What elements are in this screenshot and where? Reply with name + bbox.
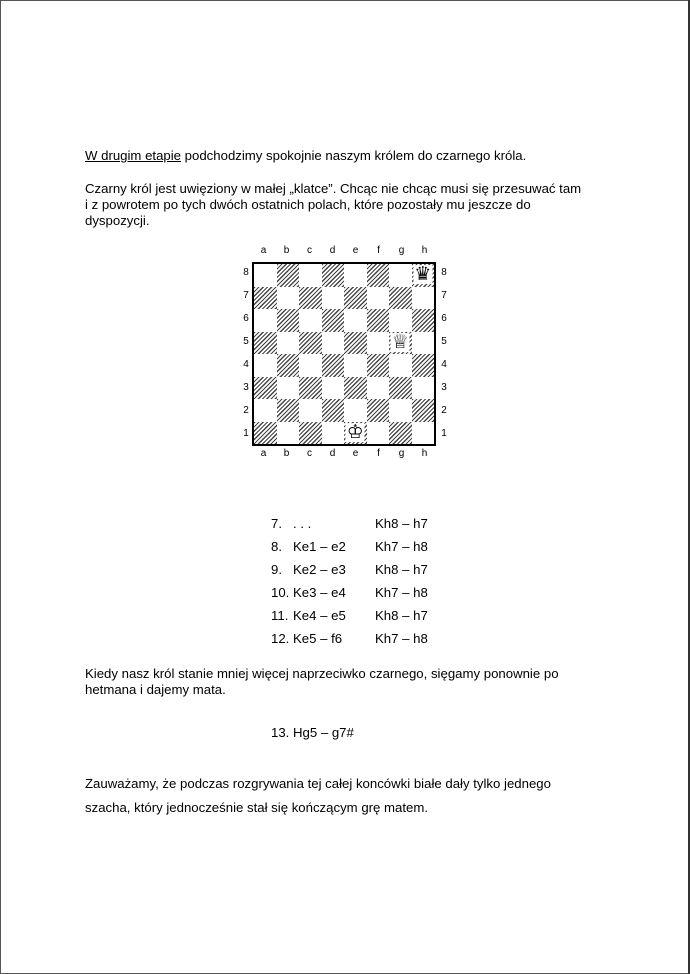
board-square-b7 bbox=[277, 287, 300, 310]
board-square-c5 bbox=[299, 332, 322, 355]
file-label-bottom: c bbox=[307, 448, 312, 459]
board-square-h3 bbox=[412, 377, 435, 400]
paragraph-conclusion bbox=[85, 772, 615, 820]
board-square-b6 bbox=[277, 309, 300, 332]
board-square-c2 bbox=[299, 399, 322, 422]
board-square-e4 bbox=[344, 354, 367, 377]
board-square-c6 bbox=[299, 309, 322, 332]
rank-label-left: 3 bbox=[243, 382, 249, 393]
file-label-top: f bbox=[377, 245, 380, 256]
file-label-top: h bbox=[421, 245, 428, 256]
black-move: Kh8 – h7 bbox=[375, 562, 428, 577]
board-square-h1 bbox=[412, 422, 435, 445]
board-square-b1 bbox=[277, 422, 300, 445]
board-square-a5 bbox=[254, 332, 277, 355]
board-square-d6 bbox=[322, 309, 345, 332]
board-square-d2 bbox=[322, 399, 345, 422]
white-queen-icon: ♕ bbox=[391, 330, 409, 353]
board-square-d3 bbox=[322, 377, 345, 400]
board-square-d1 bbox=[322, 422, 345, 445]
paragraph-mate-approach bbox=[85, 666, 615, 698]
paragraph-line: Zauważamy, że podczas rozgrywania tej całej koncówki białe dały tylko jednego bbox=[85, 776, 551, 791]
white-move: Ke5 – f6 bbox=[293, 631, 343, 646]
black-move: Kh7 – h8 bbox=[375, 631, 428, 646]
white-move: Ke3 – e4 bbox=[293, 585, 346, 600]
paragraph-line: hetmana i dajemy mata. bbox=[85, 682, 226, 697]
file-label-bottom: e bbox=[352, 448, 359, 459]
rank-label-left: 6 bbox=[243, 313, 249, 324]
paragraph-line: Kiedy nasz król stanie mniej więcej naprzeciwko czarnego, sięgamy ponownie po bbox=[85, 666, 559, 681]
board-square-c8 bbox=[299, 264, 322, 287]
rank-label-right: 6 bbox=[441, 313, 447, 324]
board-square-e6 bbox=[344, 309, 367, 332]
board-square-f2 bbox=[367, 399, 390, 422]
paragraph-line: i z powrotem po tych dwóch ostatnich polach, które pozostały mu jeszcze do bbox=[85, 197, 531, 212]
file-label-top: b bbox=[283, 245, 290, 256]
board-square-d5 bbox=[322, 332, 345, 355]
rank-label-right: 2 bbox=[441, 405, 447, 416]
file-label-bottom: b bbox=[283, 448, 290, 459]
rank-label-right: 4 bbox=[441, 359, 447, 370]
board-square-f3 bbox=[367, 377, 390, 400]
paragraph-text: podchodzimy spokojnie naszym królem do czarnego króla. bbox=[181, 148, 527, 163]
move-number: 9. bbox=[271, 562, 282, 577]
board-square-h7 bbox=[412, 287, 435, 310]
file-label-top: c bbox=[307, 245, 312, 256]
board-square-g5 bbox=[389, 332, 412, 355]
board-square-f4 bbox=[367, 354, 390, 377]
board-square-h6 bbox=[412, 309, 435, 332]
paragraph-line: Czarny król jest uwięziony w małej „klatce”. Chcąc nie chcąc musi się przesuwać tam bbox=[85, 181, 582, 196]
board-square-f1 bbox=[367, 422, 390, 445]
board-square-a4 bbox=[254, 354, 277, 377]
board-square-g1 bbox=[389, 422, 412, 445]
board-square-f5 bbox=[367, 332, 390, 355]
board-square-h5 bbox=[412, 332, 435, 355]
board-square-f7 bbox=[367, 287, 390, 310]
board-square-b2 bbox=[277, 399, 300, 422]
paragraph-line: dyspozycji. bbox=[85, 213, 150, 228]
paragraph-cage bbox=[85, 181, 615, 229]
file-label-bottom: d bbox=[329, 448, 336, 459]
board-square-g8 bbox=[389, 264, 412, 287]
board-square-e5 bbox=[344, 332, 367, 355]
board-square-g4 bbox=[389, 354, 412, 377]
board-square-a3 bbox=[254, 377, 277, 400]
black-move: Kh7 – h8 bbox=[375, 585, 428, 600]
paragraph-stage-two bbox=[85, 148, 615, 164]
chess-board bbox=[252, 262, 436, 446]
final-move: 13. Hg5 – g7# bbox=[271, 725, 354, 740]
board-square-c3 bbox=[299, 377, 322, 400]
white-move: Ke2 – e3 bbox=[293, 562, 346, 577]
rank-label-left: 7 bbox=[243, 290, 249, 301]
board-square-d8 bbox=[322, 264, 345, 287]
board-square-g3 bbox=[389, 377, 412, 400]
black-move: Kh7 – h8 bbox=[375, 539, 428, 554]
file-label-bottom: f bbox=[377, 448, 380, 459]
file-label-top: e bbox=[352, 245, 359, 256]
move-number: 11. bbox=[271, 608, 289, 623]
move-number: 8. bbox=[271, 539, 282, 554]
rank-label-right: 1 bbox=[441, 428, 447, 439]
board-square-g2 bbox=[389, 399, 412, 422]
file-label-bottom: g bbox=[398, 448, 405, 459]
underlined-heading: W drugim etapie bbox=[85, 148, 182, 163]
rank-label-left: 1 bbox=[243, 428, 249, 439]
rank-label-left: 4 bbox=[243, 359, 249, 370]
board-square-b4 bbox=[277, 354, 300, 377]
rank-label-right: 8 bbox=[441, 267, 447, 278]
rank-label-left: 8 bbox=[243, 267, 249, 278]
board-square-a6 bbox=[254, 309, 277, 332]
black-move: Kh8 – h7 bbox=[375, 516, 428, 531]
rank-label-right: 7 bbox=[441, 290, 447, 301]
move-number: 10. bbox=[271, 585, 290, 600]
file-label-bottom: h bbox=[421, 448, 428, 459]
board-square-f6 bbox=[367, 309, 390, 332]
board-square-b5 bbox=[277, 332, 300, 355]
board-square-g7 bbox=[389, 287, 412, 310]
white-move: . . . bbox=[293, 516, 312, 531]
rank-label-left: 5 bbox=[243, 336, 249, 347]
board-square-d7 bbox=[322, 287, 345, 310]
file-label-top: d bbox=[329, 245, 336, 256]
board-square-h8 bbox=[412, 264, 435, 287]
board-square-e3 bbox=[344, 377, 367, 400]
board-square-h2 bbox=[412, 399, 435, 422]
black-queen-icon: ♛ bbox=[414, 263, 432, 286]
board-square-f8 bbox=[367, 264, 390, 287]
board-square-e1 bbox=[344, 422, 367, 445]
rank-label-right: 3 bbox=[441, 382, 447, 393]
board-square-a8 bbox=[254, 264, 277, 287]
board-square-e8 bbox=[344, 264, 367, 287]
rank-label-right: 5 bbox=[441, 336, 447, 347]
board-square-c4 bbox=[299, 354, 322, 377]
board-square-e2 bbox=[344, 399, 367, 422]
paragraph-line: szacha, który jednocześnie stał się kończącym grę matem. bbox=[85, 800, 429, 815]
board-square-a7 bbox=[254, 287, 277, 310]
file-label-top: a bbox=[260, 245, 267, 256]
white-move: Ke1 – e2 bbox=[293, 539, 346, 554]
board-square-g6 bbox=[389, 309, 412, 332]
board-square-h4 bbox=[412, 354, 435, 377]
board-square-d4 bbox=[322, 354, 345, 377]
file-label-top: g bbox=[398, 245, 405, 256]
board-square-c1 bbox=[299, 422, 322, 445]
white-king-icon: ♔ bbox=[346, 420, 364, 443]
board-square-c7 bbox=[299, 287, 322, 310]
move-number: 7. bbox=[271, 516, 282, 531]
board-square-a2 bbox=[254, 399, 277, 422]
rank-label-left: 2 bbox=[243, 405, 249, 416]
board-square-e7 bbox=[344, 287, 367, 310]
move-number: 12. bbox=[271, 631, 290, 646]
board-square-b3 bbox=[277, 377, 300, 400]
board-square-a1 bbox=[254, 422, 277, 445]
black-move: Kh8 – h7 bbox=[375, 608, 428, 623]
file-label-bottom: a bbox=[260, 448, 267, 459]
white-move: Ke4 – e5 bbox=[293, 608, 346, 623]
board-square-b8 bbox=[277, 264, 300, 287]
